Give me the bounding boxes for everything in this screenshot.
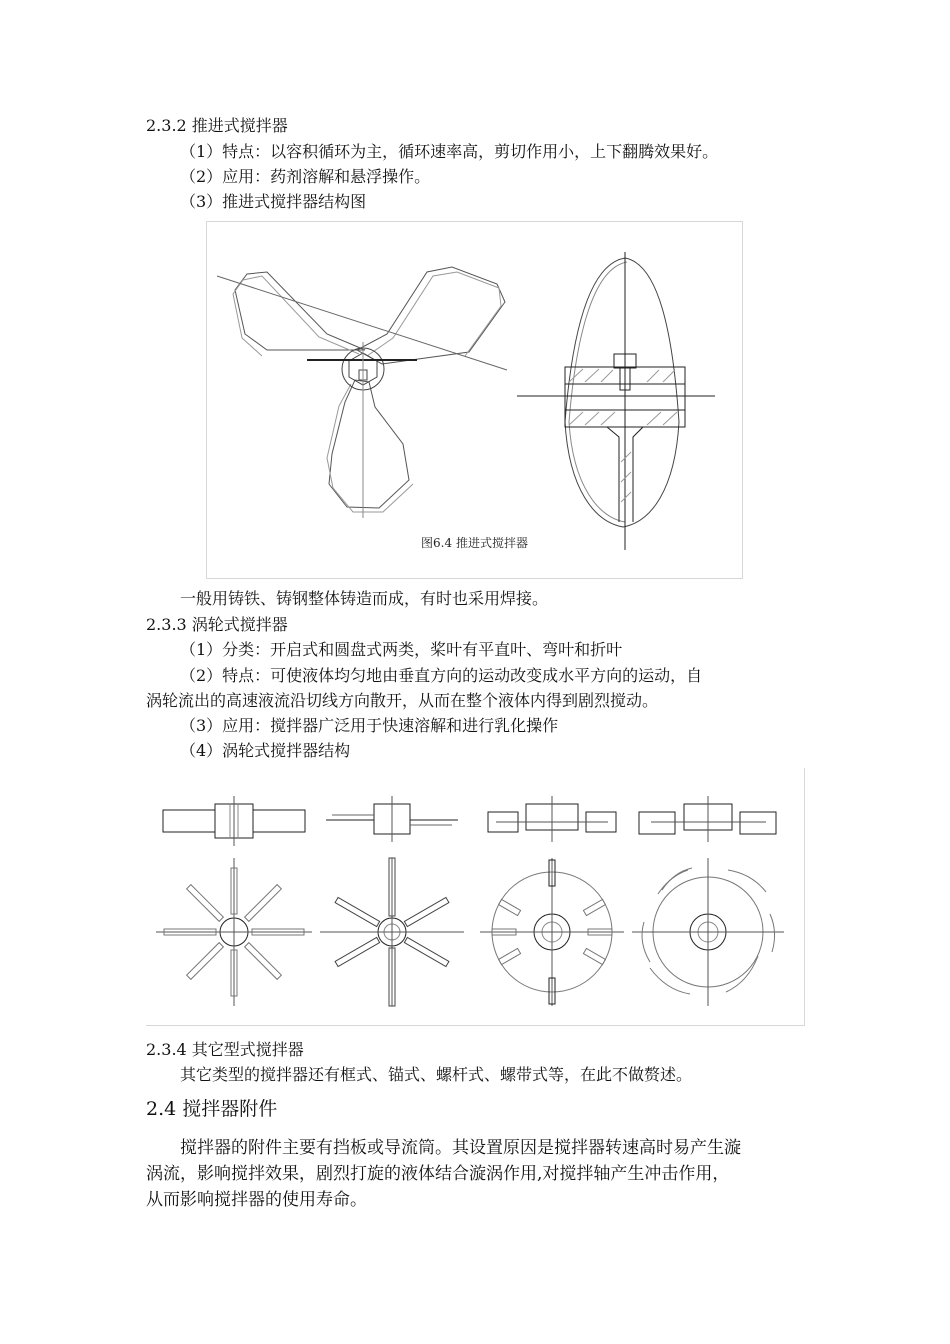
section-heading-2-4: 2.4 搅拌器附件 [146,1098,278,1120]
accessories-paragraph-line-1: 搅拌器的附件主要有挡板或导流筒。其设置原因是搅拌器转速高时易产生漩 [180,1138,741,1158]
turbine-3-plan [480,858,624,1006]
propeller-agitator-figure [206,221,743,579]
turbine-agitator-figure [146,768,805,1026]
turbine-2-side [326,796,458,842]
blade-bottom [329,380,409,508]
side-view [517,252,715,550]
blade-top-left [235,272,365,350]
list-item-application: （2）应用：药剂溶解和悬浮操作。 [180,167,431,186]
turbine-3-side [488,796,616,842]
other-types-text: 其它类型的搅拌器还有框式、锚式、螺杆式、螺带式等，在此不做赘述。 [180,1065,693,1084]
turbine-2-plan [320,858,464,1006]
list-item-structure-2: （4）涡轮式搅拌器结构 [180,741,351,760]
list-item-structure: （3）推进式搅拌器结构图 [180,192,367,211]
list-item-features: （1）特点：以容积循环为主，循环速率高，剪切作用小，上下翻腾效果好。 [180,142,719,161]
turbine-4-plan [632,858,784,1006]
figure-caption: 图6.4 推进式搅拌器 [421,536,528,550]
list-item-classification: （1）分类：开启式和圆盘式两类，桨叶有平直叶、弯叶和折叶 [180,640,623,659]
accessories-paragraph-line-3: 从而影响搅拌器的使用寿命。 [146,1190,367,1210]
section-heading-2-3-3: 2.3.3 涡轮式搅拌器 [146,615,288,634]
turbine-1-side [163,796,305,846]
list-item-features-b: 涡轮流出的高速液流沿切线方向散开，从而在整个液体内得到剧烈搅动。 [146,691,659,710]
list-item-application-2: （3）应用：搅拌器广泛用于快速溶解和进行乳化操作 [180,716,559,735]
turbine-drawings [146,768,805,1026]
propeller-drawing [207,222,744,580]
section-heading-2-3-4: 2.3.4 其它型式搅拌器 [146,1040,304,1059]
turbine-4-side [639,796,776,842]
turbine-1-plan [156,858,312,1006]
section-heading-2-3-2: 2.3.2 推进式搅拌器 [146,116,288,135]
list-item-features-a: （2）特点：可使液体均匀地由垂直方向的运动改变成水平方向的运动，自 [180,666,703,685]
accessories-paragraph-line-2: 涡流，影响搅拌效果，剧烈打旋的液体结合漩涡作用,对搅拌轴产生冲击作用， [146,1164,730,1184]
material-note: 一般用铸铁、铸钢整体铸造而成，有时也采用焊接。 [180,589,549,608]
